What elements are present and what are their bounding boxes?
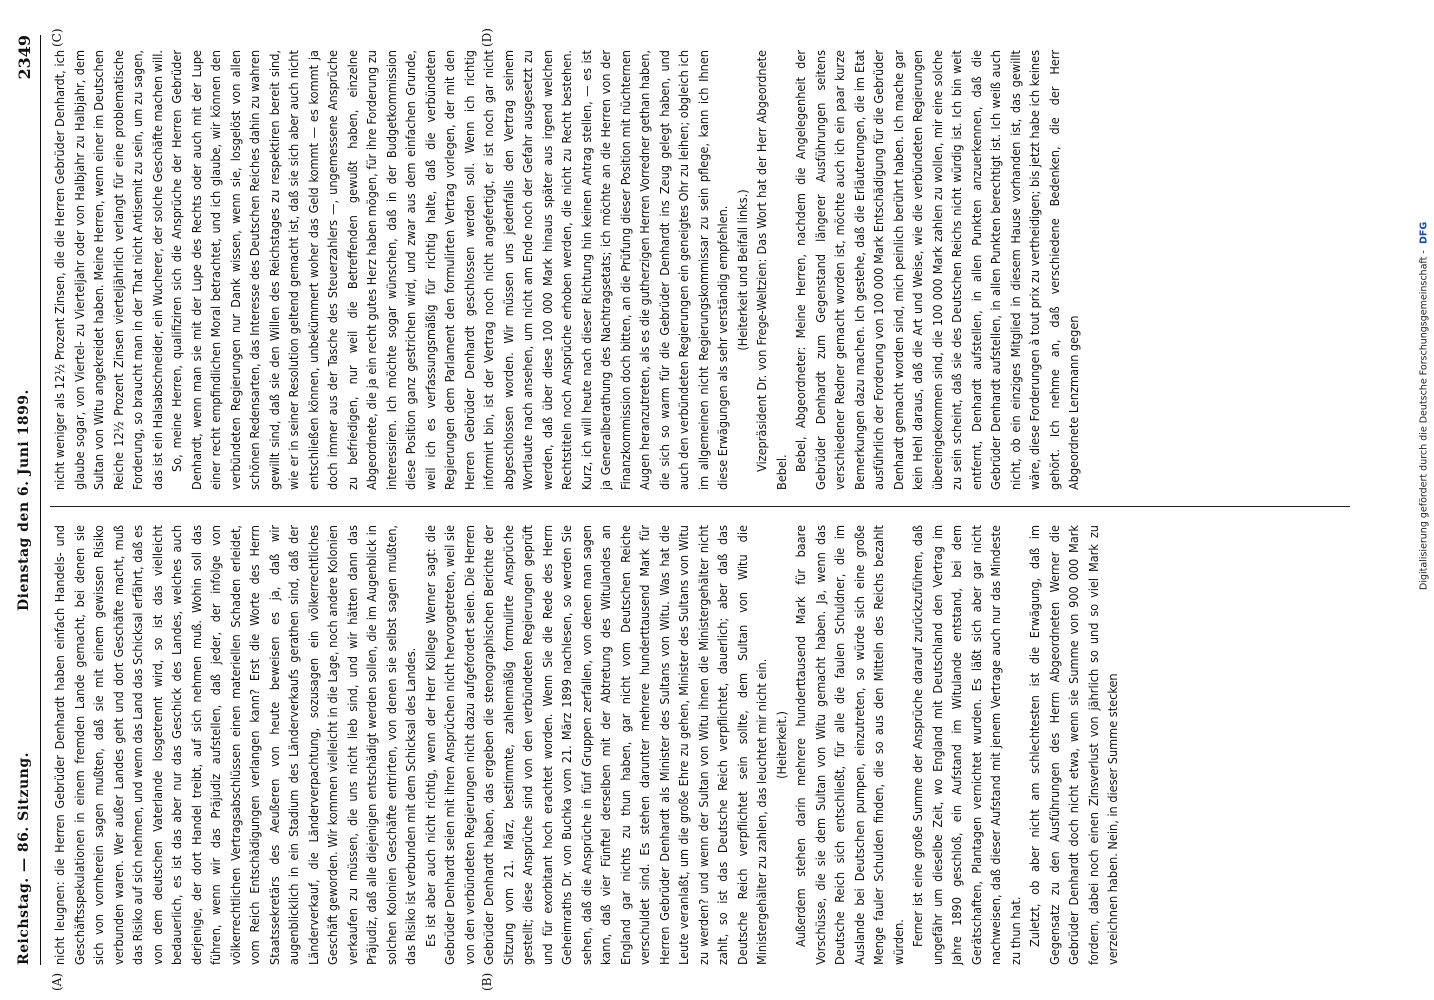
margin-marker-d: (D) xyxy=(480,28,494,47)
left-paragraph: Es ist aber auch nicht richtig, wenn der Herr Kollege Werner sagt: die Gebrüder Denhardt seien mit ihren Ansprüchen nicht hervorgetreten, weil sie von den verbündeten Regierungen nicht dazu aufgefordert seien. Die Herren Gebrüder Denhardt haben, das ergeben die stenographischen Berichte der Sitzung vom 21. März, bestimmte, zahlenmäßig formulirte Ansprüche gestellt; diese Ansprüche sind von den verbündeten Regierungen geprüft und für exorbitant hoch erachtet worden. Wenn Sie die Rede des Herrn Geheimraths Dr. von Buchka vom 21. März 1899 nachlesen, so werden Sie sehen, daß die Ansprüche in fünf Gruppen zerfallen, von denen man sagen kann, daß vier Fünftel derselben mit der Abtretung des Witulandes an England gar nichts zu thun haben, gar nicht vom Deutschen Reiche verschuldet sind. Es stehen darunter mehrere hunderttausend Mark für Herren Gebrüder Denhardt als Minister des Sultans von Witu. Was hat die Leute veranlaßt, um die große Ehre zu gehen, Minister des Sultans von Witu zu werden? und wenn der Sultan von Witu ihnen die Ministergehälter nicht zahlt, so ist das Deutsche Reich verpflichtet, dauerlich; aber daß das Deutsche Reich verpflichtet sein sollte, dem Sultan von Witu die Ministergehälter zu zahlen, das leuchtet mir nicht ein. xyxy=(422,525,769,965)
rotated-page xyxy=(10,28,1350,991)
left-paragraph: Außerdem stehen darin mehrere hunderttausend Mark für baare Vorschüsse, die sie dem Sultan von Witu gemacht haben. Ja, wenn das Deutsche Reich sich entschließt, für alle die faulen Schuldner, die im Auslande bei Deutschen pumpen, einzutreten, so würde sich eine große Menge fauler Schulden finden, die so aus den Mitteln des Reichs bezahlt würden. xyxy=(793,525,906,965)
left-paragraph: Ferner ist eine große Summe der Ansprüche darauf zurückzuführen, daß ungefähr um dieselbe Zeit, wo England mit Deutschland den Vertrag im Jahre 1890 geschloß, ein Aufstand im Witulande entstand, bei dem Gerätschaften, Plantagen vernichtet wurden. Es läßt sich aber gar nicht nachweisen, daß dieser Aufstand mit jenem Vertrage auch nur das Mindeste zu thun hat. xyxy=(910,525,1023,965)
left-interjection: (Heiterkeit.) xyxy=(773,711,789,779)
credit-text: Digitalisierung gefördert durch die Deutsche Forschungsgemeinschaft - xyxy=(1418,250,1430,590)
left-paragraph: Zuletzt, ob aber nicht am schlechtesten ist die Erwägung, daß im Gegensatz zu den Ausführungen des Herrn Abgeordneten Werner die Gebrüder Denhardt doch nicht etwa, wenn sie Summe von 900 000 Mark fordern, dabei noch einen Zinsverlust von jährlich so und so viel Mark zu verzeichnen haben. Nein, in dieser Summe stecken xyxy=(1027,525,1120,965)
margin-marker-a: (A) xyxy=(50,972,64,991)
right-interjection: (Heiterkeit und Beifall links.) xyxy=(734,189,750,351)
left-paragraph: nicht leugnen: die Herren Gebrüder Denhardt haben einfach Handels- und Geschäftsspekulationen in einem fremden Lande gemacht, bei denen sie sich von vornherein sagen mußten, daß sie mit einem gewissen Risiko verbunden waren. Wer außer Landes geht und dort Geschäfte macht, muß das Risiko auf sich nehmen, und wenn das Land das Schicksal erfährt, daß es von dem deutschen Vaterlande losgetrennt wird, so ist das vielleicht bedauerlich, es ist das aber nur das Geschick des Landes, welches auch derjenige, der dort Handel treibt, auf sich nehmen muß. Wohin soll das führen, wenn wir das Präjudiz aufstellen, daß jeder, der infolge von völkerrechtlichen Vertragsabschlüssen einen materiellen Schaden erleidet, vom Reich Entschädigungen verlangen kann? Erst die Worte des Herrn Staatssekretärs des Aeußeren von heute beweisen es ja, daß wir augenblicklich in ein Stadium des Länderverkaufs gerathen sind, daß der Länderverkauf, die Länderverpachtung, sozusagen ein völkerrechtliches Geschäft geworden. Wir kommen vielleicht in die Lage, noch andere Kolonien verkaufen zu müssen, die uns nicht lieb sind, und wir hätten dann das Präjudiz, daß alle diejenigen entschädigt werden sollen, die im Augenblick in solchen Kolonien Geschäfte entrirten, von denen sie selbst sagen mußten, das Risiko ist verbunden mit dem Schicksal des Landes. xyxy=(52,525,418,965)
margin-marker-c: (C) xyxy=(50,28,64,47)
right-paragraph: So, meine Herren, qualifiziren sich die Ansprüche der Herren Gebrüder Denhardt, wenn man sie mit der Lupe des Rechts oder auch mit der Lupe einer recht empfindlichen Moral betrachtet, und ich glaube, wir können den verbündeten Regierungen nur Dank wissen, wenn sie, losgelöst von allen schönen Redensarten, das Interesse des Deutschen Reiches dahin zu wahren gewillt sind, daß sie den Willen des Reichstages zu respektiren bereit sind, wie er in seiner Resolution geltend gemacht ist, daß sie sich aber auch nicht entschließen können, unbekümmert woher das Geld kommt — es kommt ja doch immer aus der Tasche des Steuerzahlers —, ungemessene Ansprüche zu befriedigen, nur weil die Betreffenden gewußt haben, einzelne Abgeordnete, die ja ein recht gutes Herz haben mögen, für ihre Forderung zu interessiren. Ich möchte sogar wünschen, daß in der Budgetkommission diese Position ganz gestrichen wird, und zwar aus dem einfachen Grunde, weil ich es verfassungsmäßig für richtig halte, daß die verbündeten Regierungen dem Parlament den formulirten Vertrag vorlegen, der mit den Herren Gebrüder Denhardt geschlossen werden soll. Wenn ich richtig informirt bin, ist der Vertrag noch nicht angefertigt, er ist noch gar nicht abgeschlossen worden. Wir müssen uns jedenfalls den Vertrag seinem Wortlaute nach ansehen, um nicht am Ende noch der Gefahr ausgesetzt zu werden, daß über diese 100 000 Mark hinaus später aus irgend welchen Rechtstiteln noch Ansprüche erhoben werden, die nicht zu Recht bestehen. Kurz, ich will heute nach dieser Richtung hin keinen Antrag stellen, — es ist ja Generalberathung des Nachtragsetats; ich möchte an die Herren von der Finanzkommission doch bitten, an die Prüfung dieser Position mit nüchternen Augen heranzutreten, als es die gutherzigen Herren Vorredner gethan haben, die sich so warm für die Gebrüder Denhardt ins Zeug gelegt haben, und auch den verbündeten Regierungen ein geneigtes Ohr zu leihen; obgleich ich im allgemeinen nicht Regierungskommissar zu sein pflege, kann ich Ihnen diese Erwägungen als sehr verständig empfehlen. xyxy=(169,50,730,490)
dfg-logo: DFG xyxy=(1418,222,1430,245)
left-column xyxy=(50,525,1350,965)
page-number: 2349 xyxy=(14,35,34,80)
header-date: Dienstag den 6. Juni 1899. xyxy=(16,389,32,611)
right-paragraph: Vizepräsident Dr. von Frege-Weltzien: Das Wort hat der Herr Abgeordnete Bebel. xyxy=(754,50,789,490)
column-divider xyxy=(50,506,1350,507)
digitization-credit xyxy=(1417,10,1431,590)
right-paragraph: nicht weniger als 12½ Prozent Zinsen, die die Herren Gebrüder Denhardt, ich glaube sogar, von Viertel- zu Vierteljahr oder von Halbjahr zu Halbjahr, dem Sultan von Witu angekreidet haben. Meine Herren, wenn einer im Deutschen Reiche 12½ Prozent Zinsen vierteljährlich verlangt für eine problematische Forderung, so braucht man in der That nicht Antisemit zu sein, um zu sagen, das ist ein Halsabschneider, ein Wucherer, der solche Geschäfte machen will. xyxy=(52,50,165,490)
right-paragraph: Bebel, Abgeordneter: Meine Herren, nachdem die Angelegenheit der Gebrüder Denhardt zum Gegenstand längerer Ausführungen seitens verschiedener Redner gemacht worden ist, möchte auch ich ein paar kurze Bemerkungen dazu machen. Ich gestehe, daß die Erläuterungen, die im Etat ausführlich der Forderung von 100 000 Mark Entschädigung für die Gebrüder Denhardt gemacht worden sind, mich peinlich berührt haben. Ich mache gar kein Hehl daraus, daß die Art und Weise, wie die verbündeten Regierungen übereingekommen sind, die 100 000 Mark zahlen zu wollen, mir eine solche zu sein scheint, daß sie des Deutschen Reichs nicht würdig ist. Ich bin weit entfernt, Denhardt aufstellen, in allen Punkten anzuerkennen, daß die Gebrüder Denhardt aufstellen, in allen Punkten berechtigt ist. Ich weiß auch nicht, ob ein einziges Mitglied in diesem Hause vorhanden ist, das gewillt wäre, diese Forderungen à tout prix zu vertheidigen; bis jetzt habe ich keines gehört. Ich nehme an, daß verschiedene Bedenken, die der Herr Abgeordnete Lenzmann gegen xyxy=(793,50,1081,490)
right-column xyxy=(50,50,1350,490)
page-header xyxy=(10,35,38,965)
header-session: Reichstag. — 86. Sitzung. xyxy=(16,752,32,965)
header-rule xyxy=(40,35,41,965)
margin-marker-b: (B) xyxy=(480,972,494,991)
